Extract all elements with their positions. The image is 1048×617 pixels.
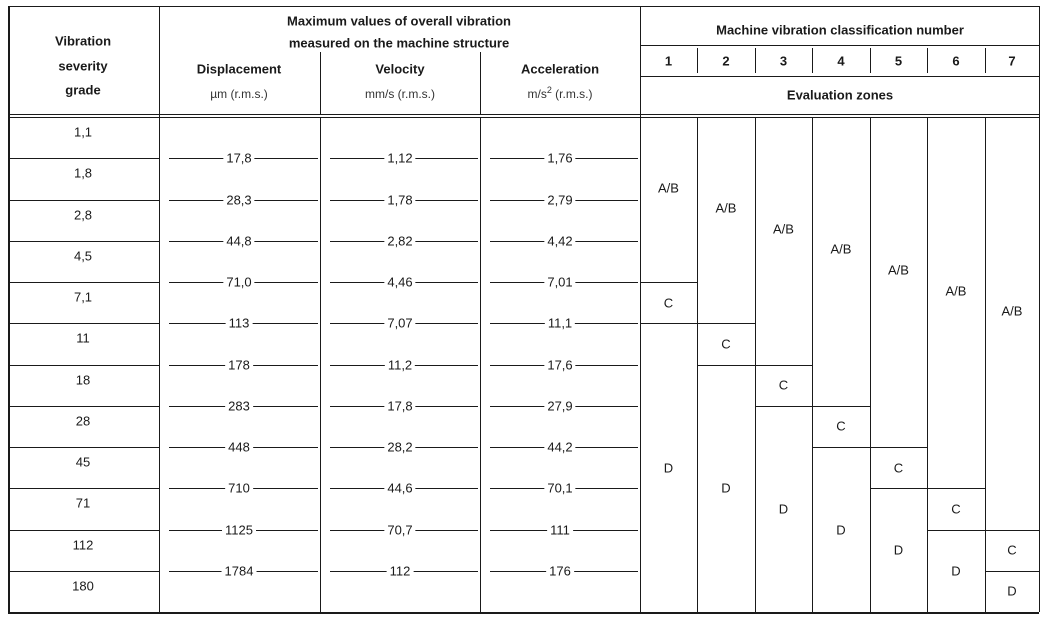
rule-line <box>8 612 1039 614</box>
column-line <box>812 48 813 73</box>
zone-D-class-4: D <box>836 522 846 537</box>
zone-D-class-6: D <box>951 563 961 579</box>
displacement-boundary-value: 28,3 <box>223 193 254 206</box>
column-line <box>320 52 321 114</box>
rule-line <box>755 406 812 407</box>
velocity-boundary-value: 1,12 <box>384 152 415 165</box>
rule-line <box>8 114 1039 115</box>
rule-line <box>640 282 697 283</box>
velocity-boundary-value: 17,8 <box>384 399 415 412</box>
rule-line <box>8 200 159 201</box>
zone-AB-class-1: A/B <box>658 180 679 195</box>
zone-AB-class-5: A/B <box>888 262 909 278</box>
rule-line <box>8 447 159 448</box>
acceleration-unit-base: m/s <box>527 87 547 101</box>
zone-C-class-2: C <box>721 336 731 352</box>
acceleration-unit-exponent: 2 <box>546 85 552 95</box>
displacement-boundary-value: 113 <box>226 317 253 330</box>
acceleration-boundary-value: 111 <box>547 523 573 536</box>
rule-line <box>812 447 870 448</box>
rule-line <box>755 365 812 366</box>
severity-grade: 7,1 <box>73 289 93 305</box>
acceleration-boundary-value: 44,2 <box>544 441 575 454</box>
severity-grade: 4,5 <box>73 248 93 264</box>
severity-grade: 71 <box>75 495 91 511</box>
zone-D-class-7: D <box>1007 583 1017 599</box>
velocity-unit: mm/s (r.m.s.) <box>365 87 435 101</box>
grade-header-line: Vibration <box>54 33 112 49</box>
evaluation-zones-header: Evaluation zones <box>786 87 894 103</box>
max-values-header: measured on the machine structure <box>288 35 510 51</box>
rule-line <box>640 45 1039 46</box>
grade-header-line: severity <box>58 58 108 74</box>
column-line <box>697 48 698 73</box>
severity-grade: 180 <box>72 578 94 594</box>
zone-AB-class-6: A/B <box>945 283 967 299</box>
severity-grade: 1,8 <box>73 165 93 181</box>
displacement-boundary-value: 1784 <box>222 564 257 577</box>
velocity-boundary-value: 112 <box>387 564 414 577</box>
grade-header-line: grade <box>65 82 101 98</box>
classification-header: Machine vibration classification number <box>716 22 964 38</box>
zone-C-class-7: C <box>1007 542 1017 558</box>
column-line <box>755 48 756 73</box>
column-line <box>870 48 871 73</box>
rule-line <box>8 282 159 283</box>
velocity-boundary-value: 4,46 <box>384 276 415 289</box>
column-line <box>480 52 481 114</box>
column-line <box>8 6 10 612</box>
rule-line <box>697 365 755 366</box>
velocity-boundary-value: 28,2 <box>384 441 415 454</box>
zone-C-class-4: C <box>836 418 846 434</box>
displacement-boundary-value: 283 <box>225 399 253 412</box>
rule-line <box>870 488 927 489</box>
zone-AB-class-4: A/B <box>830 241 852 257</box>
severity-grade: 45 <box>75 454 91 470</box>
severity-grade: 28 <box>75 413 91 429</box>
velocity-boundary-value: 11,2 <box>385 358 415 371</box>
rule-line <box>870 447 927 448</box>
rule-line <box>640 323 697 324</box>
severity-grade: 1,1 <box>73 124 93 140</box>
acceleration-boundary-value: 11,1 <box>545 317 575 330</box>
column-line <box>159 6 160 612</box>
zone-C-class-6: C <box>951 501 961 517</box>
severity-grade: 11 <box>76 330 90 346</box>
rule-line <box>8 406 159 407</box>
zone-C-class-3: C <box>778 377 789 393</box>
zone-C-class-5: C <box>893 460 904 476</box>
displacement-boundary-value: 17,8 <box>223 152 254 165</box>
velocity-header: Velocity <box>375 61 425 77</box>
class-number-7: 7 <box>1008 53 1016 69</box>
class-number-4: 4 <box>837 53 845 69</box>
column-line <box>985 117 986 612</box>
column-line <box>480 117 481 612</box>
velocity-boundary-value: 44,6 <box>384 482 415 495</box>
zone-AB-class-7: A/B <box>1001 303 1023 319</box>
rule-line <box>927 488 985 489</box>
rule-line <box>8 571 159 572</box>
rule-line <box>8 241 159 242</box>
column-line <box>640 6 641 612</box>
column-line <box>927 117 928 612</box>
column-line <box>812 117 813 612</box>
column-line <box>320 117 321 612</box>
severity-grade: 2,8 <box>73 207 93 222</box>
zone-C-class-1: C <box>663 295 674 311</box>
zone-AB-class-2: A/B <box>715 200 737 216</box>
acceleration-unit <box>527 86 592 100</box>
column-line <box>870 117 871 612</box>
max-values-header: Maximum values of overall vibration <box>287 13 511 29</box>
rule-line <box>8 323 159 324</box>
rule-line <box>640 76 1039 77</box>
class-number-1: 1 <box>664 53 673 69</box>
acceleration-boundary-value: 176 <box>546 564 574 577</box>
zone-D-class-5: D <box>893 542 904 558</box>
rule-line <box>8 488 159 489</box>
zone-D-class-1: D <box>663 460 674 476</box>
displacement-boundary-value: 710 <box>225 482 253 495</box>
zone-D-class-3: D <box>778 501 789 517</box>
severity-grade: 18 <box>75 372 91 387</box>
rule-line <box>985 530 1039 531</box>
rule-line <box>8 365 159 366</box>
displacement-boundary-value: 44,8 <box>223 234 254 247</box>
acceleration-boundary-value: 7,01 <box>544 276 575 289</box>
rule-line <box>8 530 159 531</box>
zone-AB-class-3: A/B <box>773 221 794 237</box>
column-line <box>927 48 928 73</box>
class-number-3: 3 <box>779 53 788 69</box>
velocity-boundary-value: 7,07 <box>384 317 415 330</box>
rule-line <box>8 158 159 159</box>
acceleration-boundary-value: 17,6 <box>544 358 575 371</box>
column-line <box>985 48 986 73</box>
rule-line <box>697 323 755 324</box>
acceleration-boundary-value: 4,42 <box>544 234 575 247</box>
rule-line <box>8 6 1039 7</box>
rule-line <box>8 117 1039 118</box>
velocity-boundary-value: 2,82 <box>384 234 415 247</box>
rule-line <box>927 530 985 531</box>
acceleration-boundary-value: 2,79 <box>544 193 575 206</box>
class-number-2: 2 <box>722 53 730 69</box>
displacement-boundary-value: 178 <box>225 358 253 371</box>
displacement-boundary-value: 448 <box>225 441 253 454</box>
displacement-boundary-value: 1125 <box>222 523 256 536</box>
velocity-boundary-value: 70,7 <box>384 523 415 536</box>
severity-grade: 112 <box>72 537 94 552</box>
column-line <box>1039 117 1040 612</box>
rule-line <box>985 571 1039 572</box>
displacement-boundary-value: 71,0 <box>223 276 254 289</box>
zone-D-class-2: D <box>721 480 731 496</box>
displacement-header: Displacement <box>196 61 282 77</box>
acceleration-unit-suffix: (r.m.s.) <box>551 87 593 101</box>
velocity-boundary-value: 1,78 <box>384 193 415 206</box>
class-number-6: 6 <box>952 53 960 69</box>
acceleration-header: Acceleration <box>520 61 600 77</box>
acceleration-boundary-value: 27,9 <box>544 399 575 412</box>
class-number-5: 5 <box>894 53 903 69</box>
displacement-unit: µm (r.m.s.) <box>210 87 268 101</box>
rule-line <box>812 406 870 407</box>
acceleration-boundary-value: 70,1 <box>544 482 575 495</box>
acceleration-boundary-value: 1,76 <box>544 152 575 165</box>
